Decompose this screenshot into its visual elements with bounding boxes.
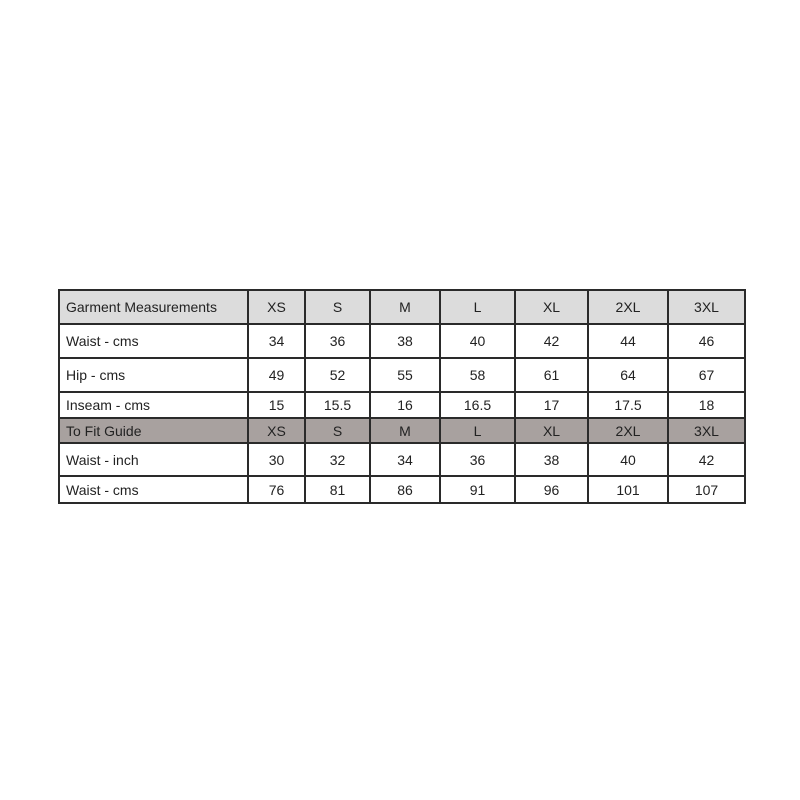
table-cell: 67 — [668, 358, 745, 392]
header-cell: M — [370, 418, 440, 443]
table-row — [59, 443, 745, 476]
header-cell: Garment Measurements — [59, 290, 248, 324]
table-row — [59, 476, 745, 503]
header-cell: 2XL — [588, 290, 668, 324]
header-cell: XS — [248, 418, 305, 443]
table-cell: 81 — [305, 476, 370, 503]
table-cell: 46 — [668, 324, 745, 358]
table-cell: 55 — [370, 358, 440, 392]
header-cell: 3XL — [668, 418, 745, 443]
table-cell: 15.5 — [305, 392, 370, 418]
header-cell: XS — [248, 290, 305, 324]
table-cell: 91 — [440, 476, 515, 503]
header-cell: 2XL — [588, 418, 668, 443]
header-cell: S — [305, 418, 370, 443]
table-cell: 64 — [588, 358, 668, 392]
table-cell: 18 — [668, 392, 745, 418]
table-cell: 38 — [370, 324, 440, 358]
row-label-cell: Waist - inch — [59, 443, 248, 476]
table-cell: 96 — [515, 476, 588, 503]
table-row — [59, 358, 745, 392]
row-label-cell: Waist - cms — [59, 324, 248, 358]
garment-measurements-header-row — [59, 290, 745, 324]
table-cell: 16.5 — [440, 392, 515, 418]
table-cell: 107 — [668, 476, 745, 503]
header-cell: S — [305, 290, 370, 324]
table-cell: 58 — [440, 358, 515, 392]
table-cell: 101 — [588, 476, 668, 503]
header-cell: L — [440, 418, 515, 443]
table-cell: 61 — [515, 358, 588, 392]
table-cell: 17 — [515, 392, 588, 418]
table-cell: 36 — [305, 324, 370, 358]
table-cell: 40 — [440, 324, 515, 358]
table-cell: 16 — [370, 392, 440, 418]
row-label-cell: Inseam - cms — [59, 392, 248, 418]
table-cell: 32 — [305, 443, 370, 476]
header-cell: 3XL — [668, 290, 745, 324]
header-cell: XL — [515, 418, 588, 443]
table-cell: 42 — [668, 443, 745, 476]
table-cell: 17.5 — [588, 392, 668, 418]
table-cell: 34 — [370, 443, 440, 476]
table-cell: 76 — [248, 476, 305, 503]
size-chart-table — [58, 289, 746, 504]
header-cell: To Fit Guide — [59, 418, 248, 443]
table-cell: 44 — [588, 324, 668, 358]
row-label-cell: Waist - cms — [59, 476, 248, 503]
table-row — [59, 392, 745, 418]
row-label-cell: Hip - cms — [59, 358, 248, 392]
table-row — [59, 324, 745, 358]
fit-guide-header-row — [59, 418, 745, 443]
table-cell: 34 — [248, 324, 305, 358]
table-cell: 30 — [248, 443, 305, 476]
table-cell: 38 — [515, 443, 588, 476]
table-cell: 49 — [248, 358, 305, 392]
table-cell: 52 — [305, 358, 370, 392]
table-cell: 86 — [370, 476, 440, 503]
table-cell: 36 — [440, 443, 515, 476]
header-cell: XL — [515, 290, 588, 324]
table-cell: 40 — [588, 443, 668, 476]
header-cell: L — [440, 290, 515, 324]
table-cell: 15 — [248, 392, 305, 418]
table-cell: 42 — [515, 324, 588, 358]
header-cell: M — [370, 290, 440, 324]
